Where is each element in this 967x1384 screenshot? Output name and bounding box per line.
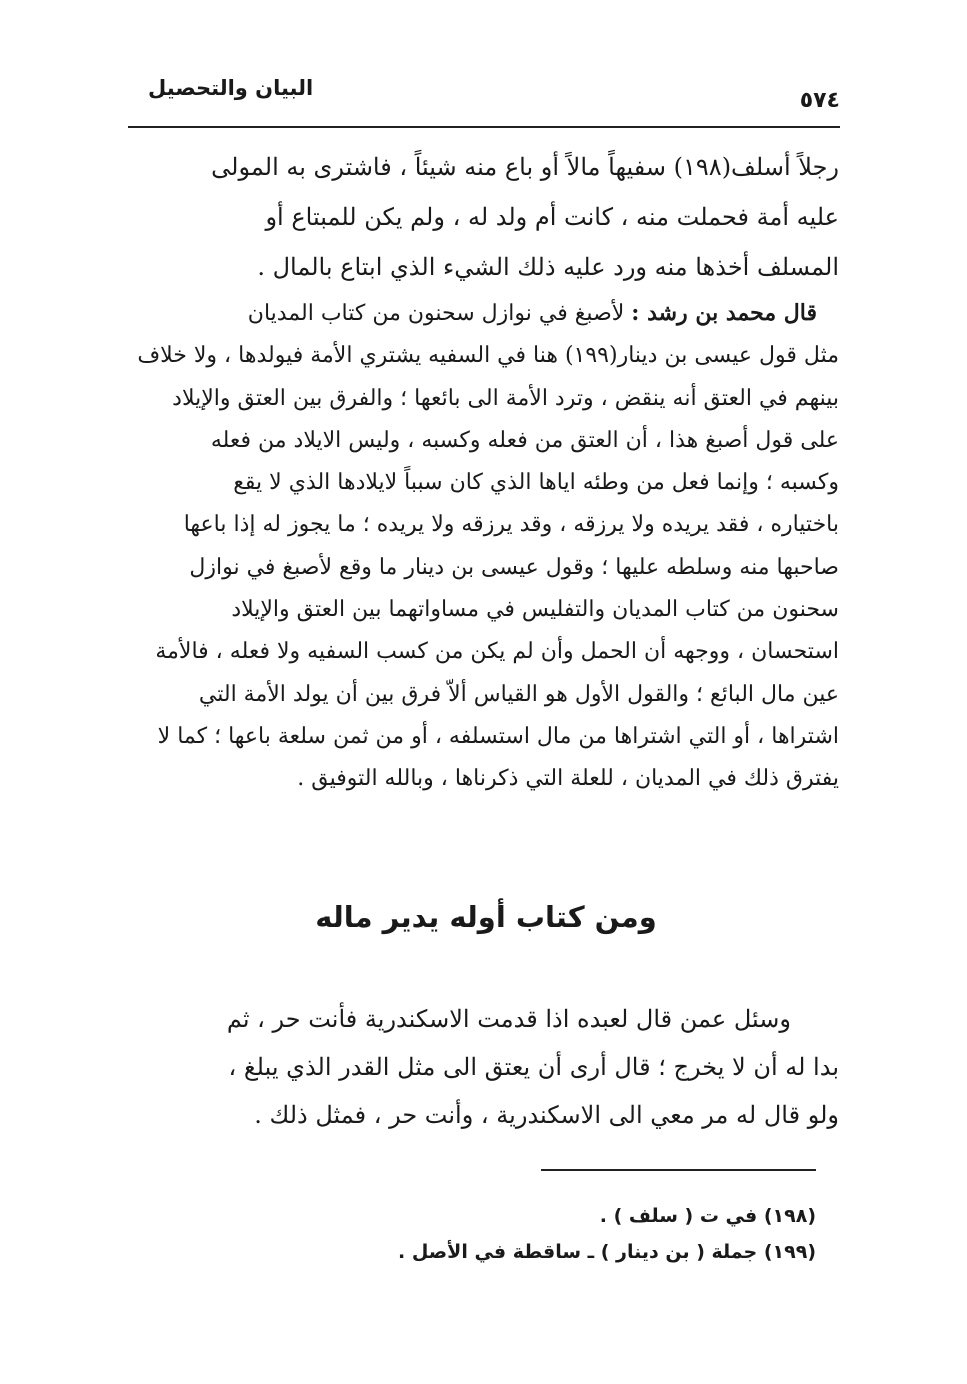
- section-heading: ومن كتاب أوله يدير ماله: [315, 900, 657, 934]
- text-line: وكسبه ؛ وإنما فعل من وطئه اياها الذي كان سبباً لايلادها الذي لا يقع: [233, 470, 839, 496]
- page-header: [128, 70, 840, 128]
- footnote-divider: [541, 1169, 816, 1171]
- text-line: عين مال البائع ؛ والقول الأول هو القياس ألاّ فرق بين أن يولد الأمة التي: [198, 681, 839, 707]
- text-line: اشتراها ، أو التي اشتراها من مال استسلفه ، أو من ثمن سلعة باعها ؛ كما لا: [157, 723, 839, 749]
- text-line: عليه أمة فحملت منه ، كانت أم ولد له ، ولم يكن للمبتاع أو: [265, 203, 839, 231]
- paragraph-3: [133, 995, 839, 1139]
- text-line: صاحبها منه وسلطه عليها ؛ وقول عيسى بن دينار ما وقع لأصبغ في نوازل: [189, 554, 839, 580]
- text-line: رجلاً أسلف(١٩٨) سفيهاً مالاً أو باع منه شيئاً ، فاشترى به المولى: [211, 153, 839, 181]
- footnote-199: (١٩٩) جملة ( بن دينار ) ـ ساقطة في الأصل .: [398, 1241, 816, 1263]
- text-segment: لأصبغ في نوازل سحنون من كتاب المديان: [247, 301, 632, 326]
- paragraph-2: [133, 292, 839, 801]
- text-line: [133, 292, 839, 335]
- page-number: ٥٧٤: [799, 88, 840, 113]
- text-segment: وسئل عمن قال لعبده اذا قدمت الاسكندرية فأنت حر ، ثم: [226, 1005, 791, 1033]
- footnote-198: (١٩٨) في ت ( سلف ) .: [599, 1205, 816, 1227]
- footnotes: [300, 1198, 816, 1270]
- text-line: بدا له أن لا يخرج ؛ قال أرى أن يعتق الى مثل القدر الذي يبلغ ،: [228, 1053, 839, 1081]
- text-line: ولو قال له مر معي الى الاسكندرية ، وأنت حر ، فمثل ذلك .: [254, 1101, 839, 1129]
- running-title: البيان والتحصيل: [148, 76, 314, 100]
- text-line: يفترق ذلك في المديان ، للعلة التي ذكرناها ، وبالله التوفيق .: [297, 766, 839, 792]
- paragraph-1: [133, 142, 839, 292]
- text-line: على قول أصبغ هذا ، أن العتق من فعله وكسبه ، وليس الايلاد من فعله: [210, 427, 839, 453]
- text-line: مثل قول عيسى بن دينار(١٩٩) هنا في السفيه يشتري الأمة فيولدها ، ولا خلاف: [137, 343, 839, 369]
- commentary-lead: قال محمد بن رشد :: [631, 300, 817, 326]
- text-line: المسلف أخذها منه ورد عليه ذلك الشيء الذي ابتاع بالمال .: [257, 253, 839, 281]
- text-line: استحسان ، ووجهه أن الحمل وأن لم يكن من كسب السفيه ولا فعله ، فالأمة: [155, 639, 839, 665]
- text-line: بينهم في العتق أنه ينقض ، وترد الأمة الى بائعها ؛ والفرق بين العتق والإيلاد: [172, 385, 839, 411]
- text-line: باختياره ، فقد يريده ولا يرزقه ، وقد يرزقه ولا يريده ؛ ما يجوز له إذا باعها: [183, 512, 839, 538]
- text-line: سحنون من كتاب المديان والتفليس في مساواتهما بين العتق والإيلاد: [231, 597, 839, 623]
- text-line: [133, 995, 839, 1043]
